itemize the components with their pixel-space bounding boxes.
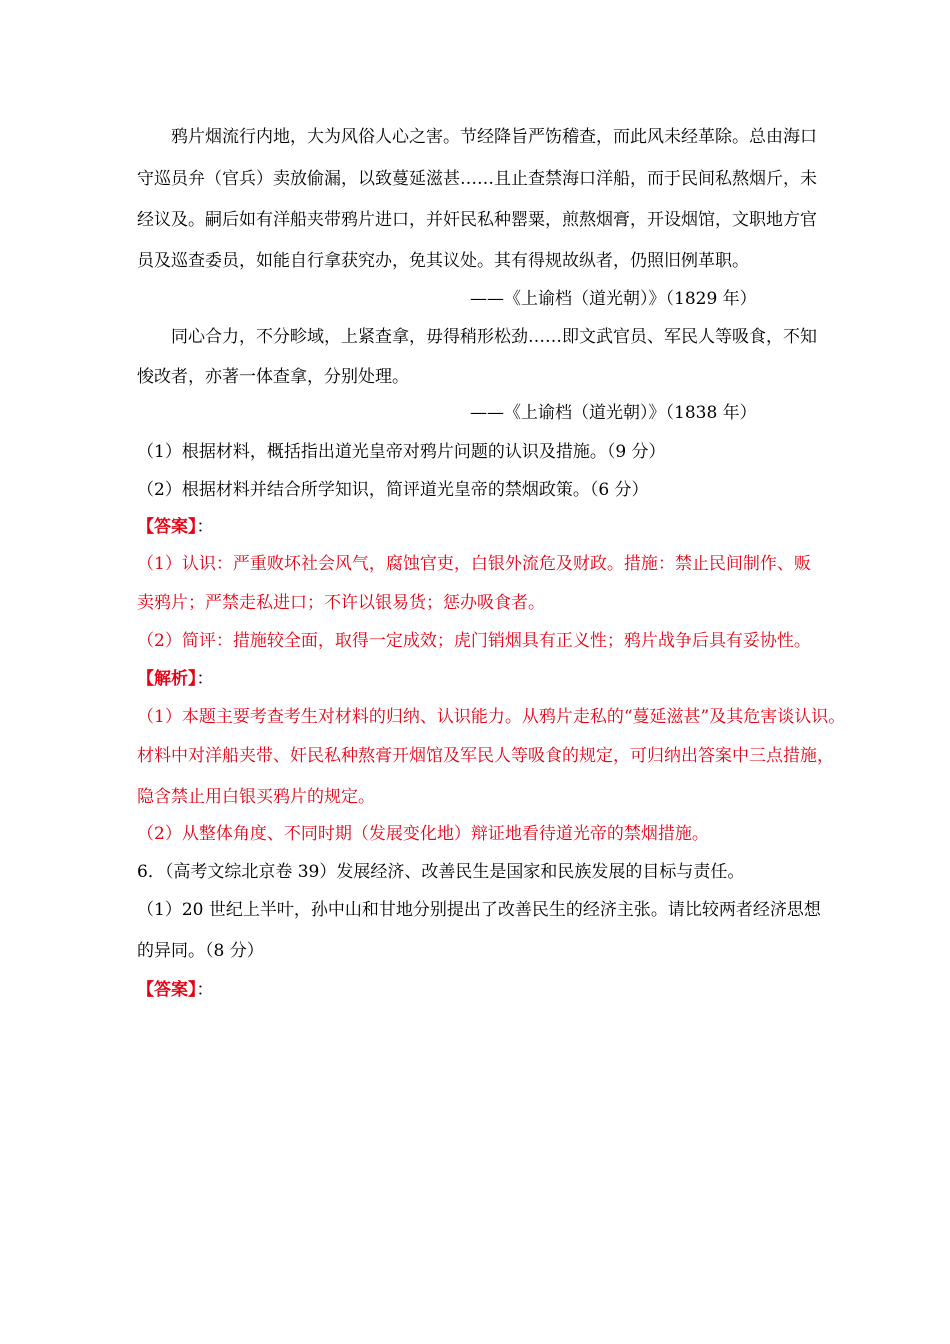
material-citation: ——《上谕档（道光朝）》（1838 年） <box>470 403 757 423</box>
material-line: 守巡员弁（官兵）卖放偷漏，以致蔓延滋甚……且止查禁海口洋船，而于民间私熬烟斤，未 <box>137 169 817 189</box>
analysis-line: 隐含禁止用白银买鸦片的规定。 <box>137 787 375 807</box>
analysis-heading <box>137 668 214 690</box>
answer-label-2: 【答案】 <box>137 980 197 1000</box>
question-6-stem: 6．（高考文综北京卷 39）发展经济、改善民生是国家和民族发展的目标与责任。 <box>137 862 745 882</box>
material-line: 同心合力，不分畛域，上紧查拿，毋得稍形松劲……即文武官员、军民人等吸食，不知 <box>171 327 817 347</box>
analysis-line: 材料中对洋船夹带、奸民私种熬膏开烟馆及军民人等吸食的规定，可归纳出答案中三点措施， <box>137 746 834 766</box>
answer-line: （2）简评：措施较全面，取得一定成效；虎门销烟具有正义性；鸦片战争后具有妥协性。 <box>137 631 811 651</box>
material-line: 悛改者，亦著一体查拿，分别处理。 <box>137 367 409 387</box>
question-6-sub1: （1）20 世纪上半叶，孙中山和甘地分别提出了改善民生的经济主张。请比较两者经济思想 <box>137 900 821 920</box>
answer-colon: ： <box>196 517 214 537</box>
answer-heading-2 <box>137 979 214 1001</box>
material-citation: ——《上谕档（道光朝）》（1829 年） <box>470 289 757 309</box>
analysis-line: （2）从整体角度、不同时期（发展变化地）辩证地看待道光帝的禁烟措施。 <box>137 824 709 844</box>
answer-line: （1）认识：严重败坏社会风气，腐蚀官吏，白银外流危及财政。措施：禁止民间制作、贩 <box>137 554 811 574</box>
material-line: 员及巡查委员，如能自行拿获究办，免其议处。其有得规故纵者，仍照旧例革职。 <box>137 251 749 271</box>
analysis-line: （1）本题主要考查考生对材料的归纳、认识能力。从鸦片走私的“蔓延滋甚”及其危害谈认识。 <box>137 707 846 727</box>
answer-colon-2: ： <box>196 980 214 1000</box>
answer-line: 卖鸦片；严禁走私进口；不许以银易货；惩办吸食者。 <box>137 593 545 613</box>
answer-label: 【答案】 <box>137 517 197 537</box>
analysis-label: 【解析】 <box>137 669 197 689</box>
question-1: （1）根据材料，概括指出道光皇帝对鸦片问题的认识及措施。（9 分） <box>137 442 666 462</box>
analysis-colon: ： <box>196 669 214 689</box>
question-2: （2）根据材料并结合所学知识，简评道光皇帝的禁烟政策。（6 分） <box>137 480 649 500</box>
question-6-sub1: 的异同。（8 分） <box>137 941 264 961</box>
material-line: 鸦片烟流行内地，大为风俗人心之害。节经降旨严饬稽查，而此风未经革除。总由海口 <box>171 127 817 147</box>
answer-heading <box>137 516 214 538</box>
material-line: 经议及。嗣后如有洋船夹带鸦片进口，并奸民私种罂粟，煎熬烟膏，开设烟馆，文职地方官 <box>137 210 817 230</box>
